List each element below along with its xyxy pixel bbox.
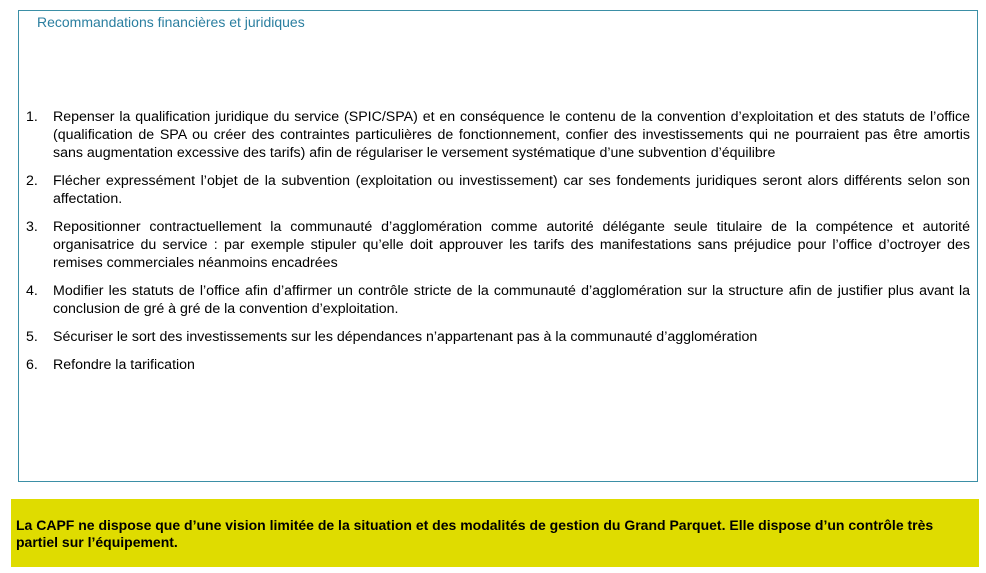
list-item-number: 2.	[26, 173, 38, 189]
list-item-text: Repenser la qualification juridique du service (SPIC/SPA) et en conséquence le contenu de la convention d’exploitation et des statuts de l’office (qualification de SPA ou créer des contraintes particulières de fonctionnement, confier des investissements qui ne pourraient pas être amortis sans augmentation excessive des tarifs) afin de régulariser le versement systématique d’une subvention d’équilibre	[53, 109, 970, 161]
list-item-text: Refondre la tarification	[53, 357, 195, 373]
list-item-text: Sécuriser le sort des investissements sur les dépendances n’appartenant pas à la communauté d’agglomération	[53, 329, 758, 345]
list-item	[26, 218, 970, 272]
list-item	[26, 328, 970, 346]
conclusion-box	[11, 499, 979, 567]
list-item-number: 3.	[26, 219, 38, 235]
list-item-number: 1.	[26, 109, 38, 125]
conclusion-text: La CAPF ne dispose que d’une vision limitée de la situation et des modalités de gestion du Grand Parquet. Elle dispose d’un contrôle très partiel sur l’équipement.	[16, 517, 934, 550]
list-item-number: 4.	[26, 283, 38, 299]
list-item	[26, 282, 970, 318]
list-item-text: Repositionner contractuellement la communauté d’agglomération comme autorité délégante seule titulaire de la compétence et autorité organisatrice du service : par exemple stipuler qu’elle doit approuver les tarifs des manifestations sans préjudice pour l’office d’octroyer des remises commerciales néanmoins encadrées	[53, 219, 970, 271]
list-item-number: 5.	[26, 329, 38, 345]
list-item	[26, 172, 970, 208]
recommendations-legend: Recommandations financières et juridiques	[33, 14, 312, 30]
list-item-text: Flécher expressément l’objet de la subvention (exploitation ou investissement) car ses fondements juridiques seront alors différents selon son affectation.	[53, 173, 970, 207]
list-item	[26, 356, 970, 374]
list-item-number: 6.	[26, 357, 38, 373]
list-item-text: Modifier les statuts de l’office afin d’affirmer un contrôle stricte de la communauté d’agglomération sur la structure afin de justifier plus avant la conclusion de gré à gré de la convention d’exploitation.	[53, 283, 970, 317]
recommendations-list	[26, 108, 970, 384]
list-item	[26, 108, 970, 162]
